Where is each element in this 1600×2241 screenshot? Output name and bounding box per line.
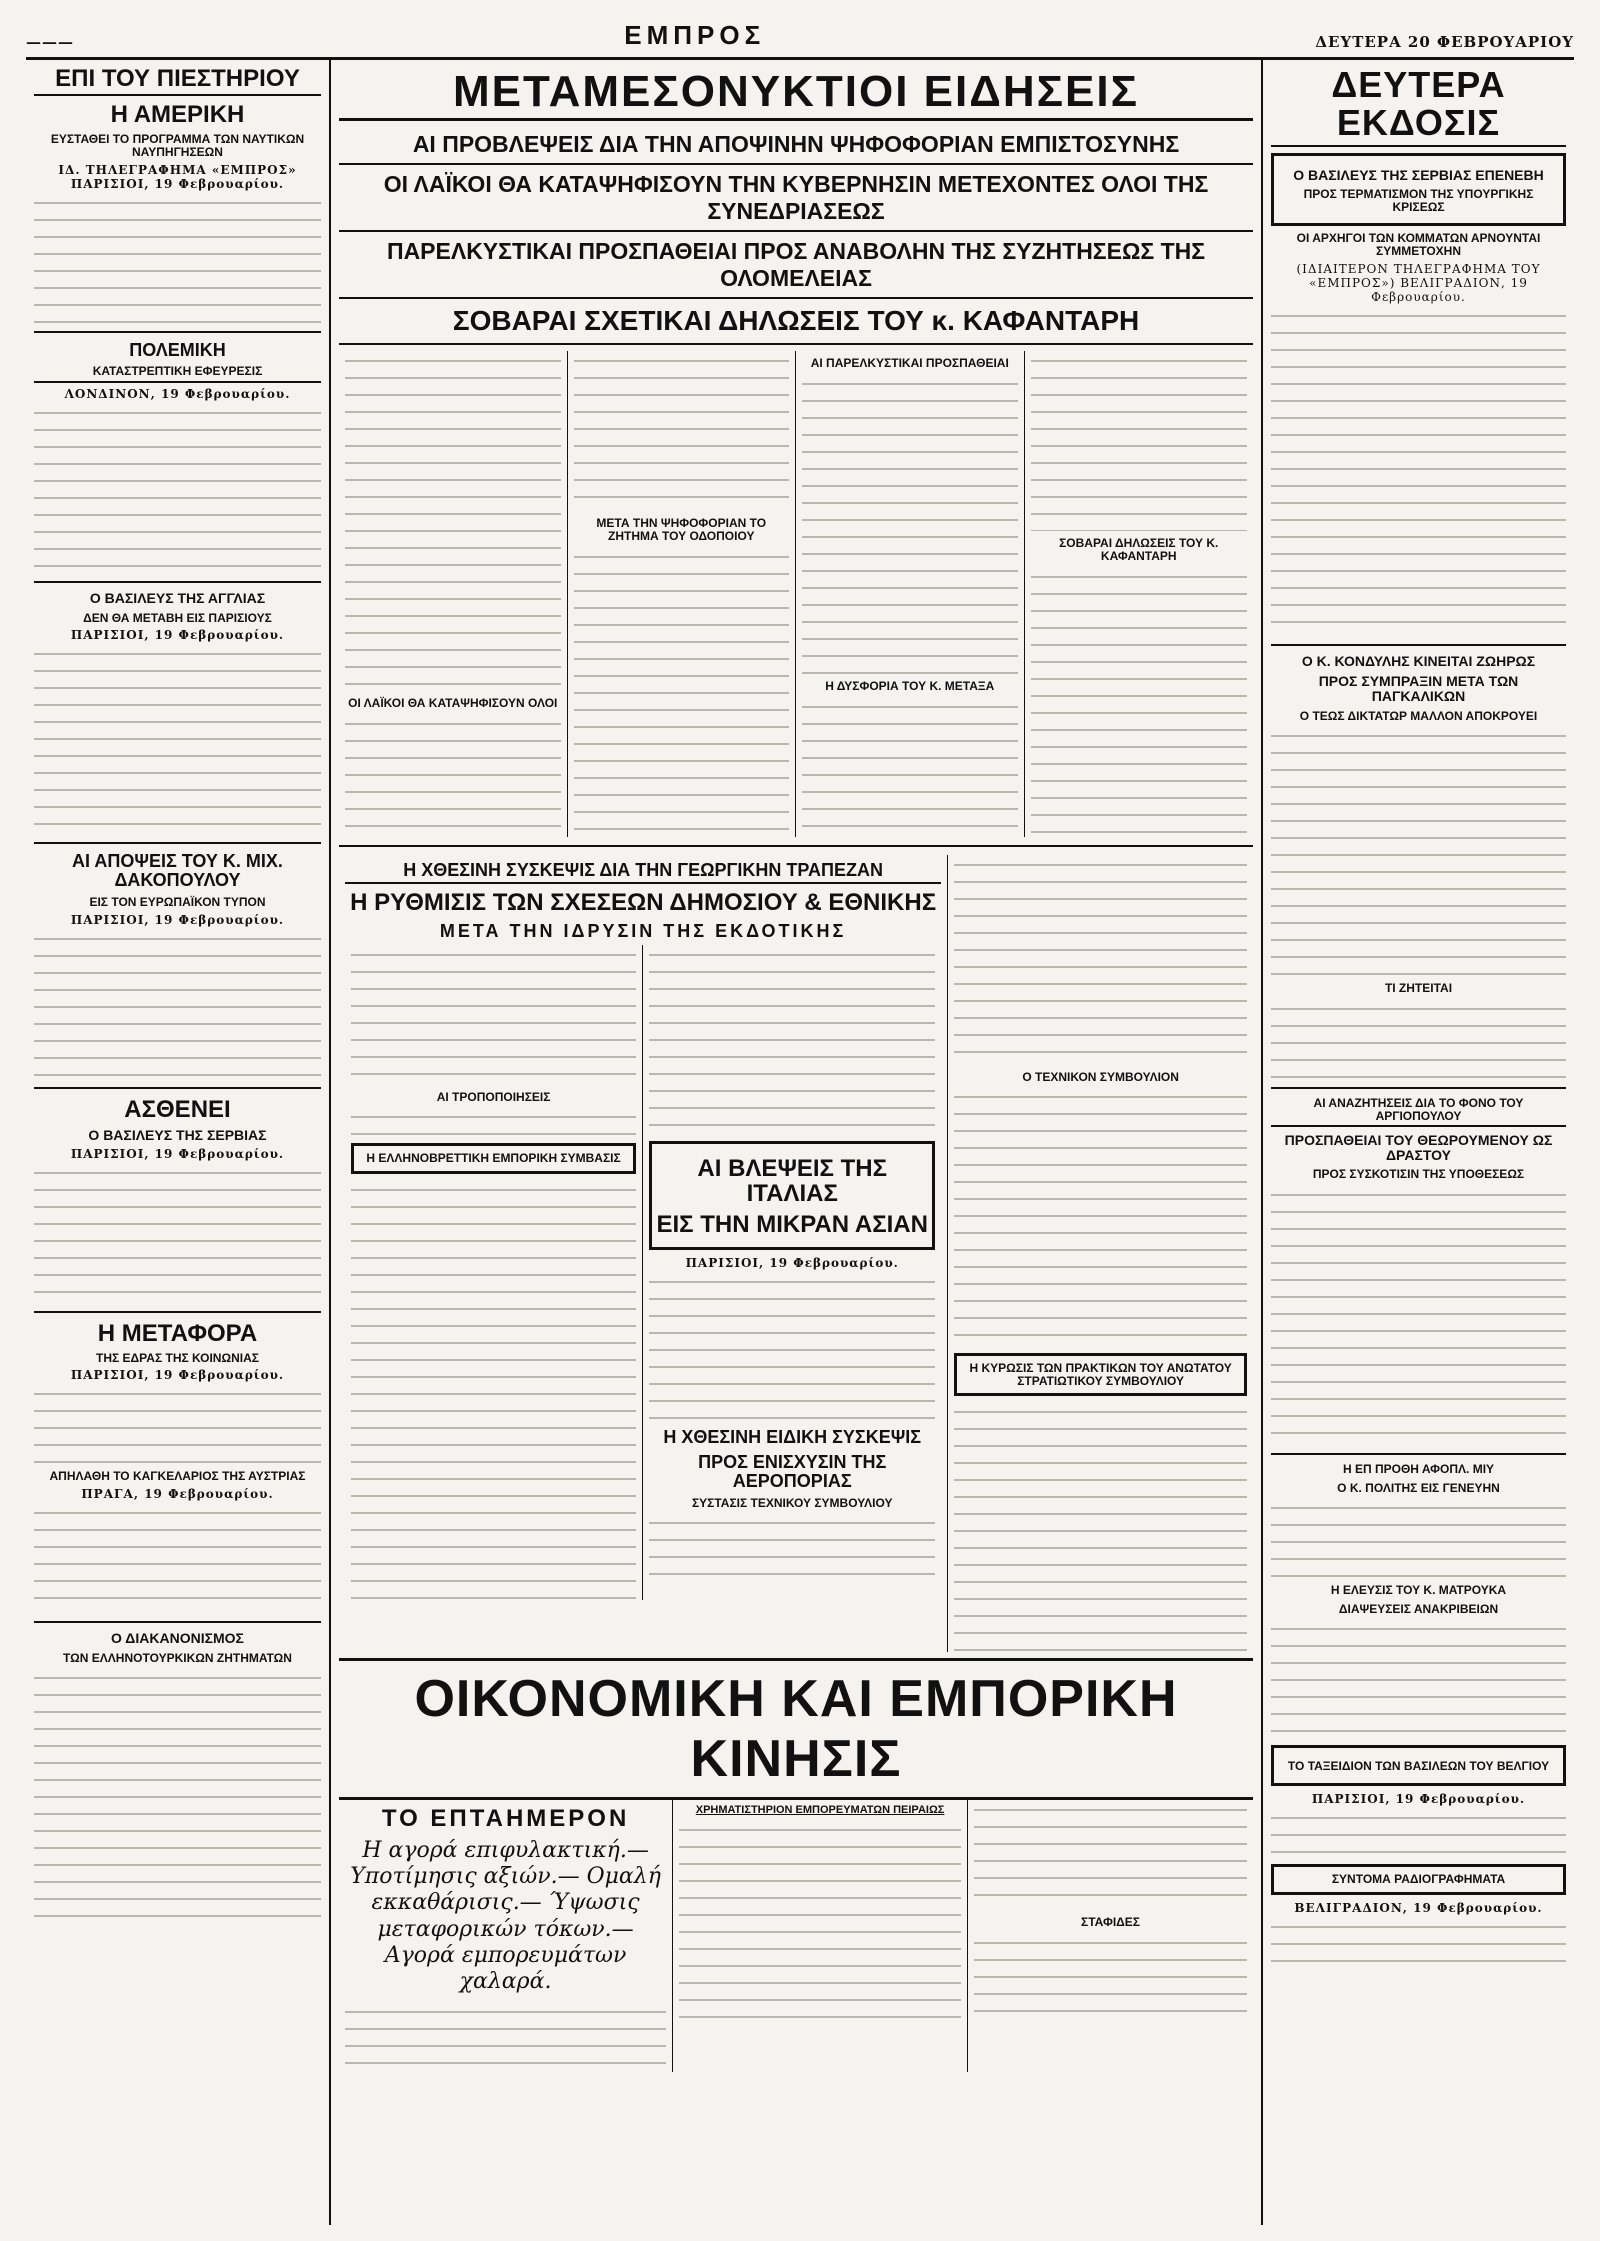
article-title-metafora: Η ΜΕΤΑΦΟΡΑ xyxy=(97,1319,258,1347)
body-filler xyxy=(34,1503,321,1613)
article-title-america: Η ΑΜΕΡΙΚΗ xyxy=(110,101,245,129)
body-filler xyxy=(351,1180,636,1600)
body-filler xyxy=(34,1668,321,1918)
body-filler xyxy=(34,929,321,1079)
news-column-1 xyxy=(339,351,568,836)
body-filler xyxy=(1271,999,1566,1079)
article-sub-serbia: ΠΡΟΣ ΤΕΡΜΑΤΙΣΜΟΝ ΤΗΣ ΥΠΟΥΡΓΙΚΗΣ ΚΡΙΣΕΩΣ xyxy=(1303,187,1534,214)
subhead-amendments: ΑΙ ΤΡΟΠΟΠΟΙΗΣΕΙΣ xyxy=(436,1089,551,1104)
body-filler xyxy=(649,1272,935,1422)
subhead-parelkystikai: ΑΙ ΠΑΡΕΛΚΥΣΤΙΚΑΙ ΠΡΟΣΠΑΘΕΙΑΙ xyxy=(810,356,1009,371)
headline-raisins: ΣΤΑΦΙΔΕΣ xyxy=(1081,1915,1140,1930)
body-filler xyxy=(1271,306,1566,636)
body-filler xyxy=(1271,1808,1566,1858)
body-filler xyxy=(34,644,321,834)
article-sub-america: ΕΥΣΤΑΘΕΙ ΤΟ ΠΡΟΓΡΑΜΜΑ ΤΩΝ ΝΑΥΤΙΚΩΝ ΝΑΥΠΗΓΗΣΕΩΝ xyxy=(50,132,305,159)
article-sub-metafora-2: ΑΠΗΛΑΘΗ ΤΟ ΚΑΓΚΕΛΑΡΙΟΣ ΤΗΣ ΑΥΣΤΡΙΑΣ xyxy=(49,1469,306,1484)
left-column xyxy=(26,60,331,2225)
dateline-polemiki: ΛΟΝΔΙΝΟΝ, 19 Φεβρουαρίου. xyxy=(64,387,291,402)
article-title-asthenei: ΑΣΘΕΝΕΙ xyxy=(124,1095,231,1123)
article-title-matroukas: Η ΕΛΕΥΣΙΣ ΤΟΥ Κ. ΜΑΤΡΟΥΚΑ xyxy=(1330,1583,1507,1598)
right-column xyxy=(1261,60,1574,2225)
dateline-asthenei: ΠΑΡΙΣΙΟΙ, 19 Φεβρουαρίου. xyxy=(70,1146,285,1161)
dateline-belgium: ΠΑΡΙΣΙΟΙ, 19 Φεβρουαρίου. xyxy=(1311,1792,1526,1807)
body-filler xyxy=(574,351,790,511)
article-title-diakanonismos: Ο ΔΙΑΚΑΝΟΝΙΣΜΟΣ xyxy=(111,1629,244,1646)
body-filler xyxy=(954,855,1247,1065)
banner-economic: ΟΙΚΟΝΟΜΙΚΗ ΚΑΙ ΕΜΠΟΡΙΚΗ ΚΙΝΗΣΙΣ xyxy=(339,1658,1253,1800)
headline-agri-bank: Η ΧΘΕΣΙΝΗ ΣΥΣΚΕΨΙΣ ΔΙΑ ΤΗΝ ΓΕΩΡΓΙΚΗΝ ΤΡΑΠΕΖΑΝ xyxy=(345,861,941,885)
article-title-belgium: ΤΟ ΤΑΞΕΙΔΙΟΝ ΤΩΝ ΒΑΣΙΛΕΩΝ ΤΟΥ ΒΕΛΓΙΟΥ xyxy=(1287,1759,1550,1774)
article-title-radiograms: ΣΥΝΤΟΜΑ ΡΑΔΙΟΓΡΑΦΗΜΑΤΑ xyxy=(1271,1864,1566,1895)
banner-second-edition: ΔΕΥΤΕΡΑ ΕΚΔΟΣΙΣ xyxy=(1271,66,1566,147)
body-filler xyxy=(802,697,1018,827)
body-filler xyxy=(34,403,321,573)
article-sub-serbia-2: ΟΙ ΑΡΧΗΓΟΙ ΤΩΝ ΚΟΜΜΑΤΩΝ ΑΡΝΟΥΝΤΑΙ ΣΥΜΜΕΤΟΧΗΝ xyxy=(1296,231,1541,259)
body-filler xyxy=(34,1163,321,1303)
body-filler xyxy=(649,1513,935,1583)
headline-laikoi: ΟΙ ΛΑΪΚΟΙ ΘΑ ΚΑΤΑΨΗΦΙΣΟΥΝ ΤΗΝ ΚΥΒΕΡΝΗΣΙΝ ΜΕΤΕΧΟΝΤΕΣ ΟΛΟΙ ΤΗΣ ΣΥΝΕΔΡΙΑΣΕΩΣ xyxy=(339,165,1253,232)
dateline-radiograms: ΒΕΛΙΓΡΑΔΙΟΝ, 19 Φεβρουαρίου. xyxy=(1294,1900,1543,1915)
article-sub-argiopoulos: ΠΡΟΣΠΑΘΕΙΑΙ ΤΟΥ ΘΕΩΡΟΥΜΕΝΟΥ ΩΣ ΔΡΑΣΤΟΥ xyxy=(1284,1132,1553,1163)
article-sub-metafora: ΤΗΣ ΕΔΡΑΣ ΤΗΣ ΚΟΙΝΩΝΙΑΣ xyxy=(96,1350,259,1365)
article-sub-argiopoulos-2: ΠΡΟΣ ΣΥΣΚΟΤΙΣΙΝ ΤΗΣ ΥΠΟΘΕΣΕΩΣ xyxy=(1312,1167,1525,1182)
article-title-argiopoulos: ΑΙ ΑΝΑΖΗΤΗΣΕΙΣ ΔΙΑ ΤΟ ΦΟΝΟ ΤΟΥ ΑΡΓΙΟΠΟΥΛΟΥ xyxy=(1271,1097,1566,1127)
article-sub-king-england: ΔΕΝ ΘΑ ΜΕΤΑΒΗ ΕΙΣ ΠΑΡΙΣΙΟΥΣ xyxy=(83,610,272,625)
headline-airforce: ΠΡΟΣ ΕΝΙΣΧΥΣΙΝ ΤΗΣ ΑΕΡΟΠΟΡΙΑΣ xyxy=(698,1451,887,1491)
headline-relations: Η ΡΥΘΜΙΣΙΣ ΤΩΝ ΣΧΕΣΕΩΝ ΔΗΜΟΣΙΟΥ & ΕΘΝΙΚΗΣ xyxy=(350,889,937,917)
headline-italy: ΑΙ ΒΛΕΨΕΙΣ ΤΗΣ ΙΤΑΛΙΑΣ xyxy=(697,1154,887,1207)
article-title-polemiki: ΠΟΛΕΜΙΚΗ xyxy=(129,339,226,360)
section-title-press: ΕΠΙ ΤΟΥ ΠΙΕΣΤΗΡΙΟΥ xyxy=(34,66,321,96)
headline-ratification: Η ΚΥΡΩΣΙΣ ΤΩΝ ΠΡΑΚΤΙΚΩΝ ΤΟΥ ΑΝΩΤΑΤΟΥ ΣΤΡΑΤΙΩΤΙΚΟΥ ΣΥΜΒΟΥΛΙΟΥ xyxy=(954,1353,1247,1396)
banner-midnight-news: ΜΕΤΑΜΕΣΟΝΥΚΤΙΟΙ ΕΙΔΗΣΕΙΣ xyxy=(339,70,1253,121)
headline-weekly: ΤΟ ΕΠΤΑΗΜΕΡΟΝ xyxy=(381,1805,630,1833)
headline-after-founding: ΜΕΤΑ ΤΗΝ ΙΔΡΥΣΙΝ ΤΗΣ ΕΚΔΟΤΙΚΗΣ xyxy=(439,920,847,941)
body-filler xyxy=(34,1384,321,1464)
body-filler xyxy=(1271,1185,1566,1445)
article-sub-politis: Ο Κ. ΠΟΛΙΤΗΣ ΕΙΣ ΓΕΝΕΥΗΝ xyxy=(1337,1480,1500,1495)
article-title-king-england: Ο ΒΑΣΙΛΕΥΣ ΤΗΣ ΑΓΓΛΙΑΣ xyxy=(89,590,266,607)
body-filler xyxy=(345,714,561,834)
headline-special-meeting: Η ΧΘΕΣΙΝΗ ΕΙΔΙΚΗ ΣΥΣΚΕΨΙΣ xyxy=(663,1427,922,1448)
body-filler xyxy=(649,945,935,1135)
dateline-metafora-2: ΠΡΑΓΑ, 19 Φεβρουαρίου. xyxy=(81,1486,274,1501)
dateline-serbia: (ΙΔΙΑΙΤΕΡΟΝ ΤΗΛΕΓΡΑΦΗΜΑ ΤΟΥ «ΕΜΠΡΟΣ») ΒΕΛΙΓΡΑΔΙΟΝ, 19 Φεβρουαρίου. xyxy=(1296,261,1541,304)
body-filler xyxy=(345,351,561,691)
body-filler xyxy=(1031,567,1247,837)
news-column-4 xyxy=(1025,351,1253,836)
body-filler xyxy=(1271,1619,1566,1739)
masthead xyxy=(26,20,1574,60)
body-filler xyxy=(679,1820,961,2020)
body-filler xyxy=(574,547,790,837)
headline-kafantaris: ΣΟΒΑΡΑΙ ΣΧΕΤΙΚΑΙ ΔΗΛΩΣΕΙΣ ΤΟΥ κ. ΚΑΦΑΝΤΑΡΗ xyxy=(339,299,1253,345)
dateline-america: ΙΔ. ΤΗΛΕΓΡΑΦΗΜΑ «ΕΜΠΡΟΣ» ΠΑΡΙΣΙΟΙ, 19 Φεβρουαρίου. xyxy=(58,162,297,191)
article-sub-dakopoulou: ΕΙΣ ΤΟΝ ΕΥΡΩΠΑΪΚΟΝ ΤΥΠΟΝ xyxy=(89,895,266,910)
body-filler xyxy=(34,193,321,323)
article-title-disarmament: Η ΕΠ ΠΡΟΘΗ ΑΦΟΠΛ. ΜΙΥ xyxy=(1342,1462,1495,1477)
article-sub-kondylis: ΠΡΟΣ ΣΥΜΠΡΑΞΙΝ ΜΕΤΑ ΤΩΝ ΠΑΓΚΑΛΙΚΩΝ xyxy=(1318,673,1519,705)
subhead-ti-zhteitai: ΤΙ ΖΗΤΕΙΤΑΙ xyxy=(1384,981,1453,996)
body-filler xyxy=(1031,351,1247,531)
subhead-after-vote: ΜΕΤΑ ΤΗΝ ΨΗΦΟΦΟΡΙΑΝ ΤΟ ΖΗΤΗΜΑ ΤΟΥ ΟΔΟΠΟΙΟΥ xyxy=(596,516,767,543)
body-filler xyxy=(974,1933,1247,2023)
masthead-title: ΕΜΠΡΟΣ xyxy=(624,20,766,50)
article-sub-polemiki: ΚΑΤΑΣΤΡΕΠΤΙΚΗ ΕΦΕΥΡΕΣΙΣ xyxy=(34,365,321,383)
masthead-date: ΔΕΥΤΕΡΑ 20 ΦΕΒΡΟΥΑΡΙΟΥ xyxy=(1315,33,1574,51)
masthead-left: ——— xyxy=(26,33,74,51)
body-filler xyxy=(1271,1498,1566,1578)
headline-tech-council: ΣΥΣΤΑΣΙΣ ΤΕΧΝΙΚΟΥ ΣΥΜΒΟΥΛΙΟΥ xyxy=(691,1495,893,1510)
headline-commodity-exchange: ΧΡΗΜΑΤΙΣΤΗΡΙΟΝ ΕΜΠΟΡΕΥΜΑΤΩΝ ΠΕΙΡΑΙΩΣ xyxy=(695,1804,945,1817)
headline-asia-minor: ΕΙΣ ΤΗΝ ΜΙΚΡΑΝ ΑΣΙΑΝ xyxy=(656,1210,928,1238)
body-filler xyxy=(954,1402,1247,1652)
article-sub-asthenei: Ο ΒΑΣΙΛΕΥΣ ΤΗΣ ΣΕΡΒΙΑΣ xyxy=(88,1126,267,1143)
body-filler xyxy=(351,1107,636,1137)
subhead-kafantaris: ΣΟΒΑΡΑΙ ΔΗΛΩΣΕΙΣ ΤΟΥ Κ. ΚΑΦΑΝΤΑΡΗ xyxy=(1059,536,1219,563)
headline-parelkystikai: ΠΑΡΕΛΚΥΣΤΙΚΑΙ ΠΡΟΣΠΑΘΕΙΑΙ ΠΡΟΣ ΑΝΑΒΟΛΗΝ ΤΗΣ ΣΥΖΗΤΗΣΕΩΣ ΤΗΣ ΟΛΟΜΕΛΕΙΑΣ xyxy=(339,232,1253,299)
article-title-dakopoulou: ΑΙ ΑΠΟΨΕΙΣ ΤΟΥ Κ. ΜΙΧ. ΔΑΚΟΠΟΥΛΟΥ xyxy=(72,851,283,891)
econ-summary: Η αγορά επιφυλακτική.— Υποτίμησις αξιών.— Ομαλή εκκαθάρισις.— Ύψωσις μεταφορικών τόκων.— Αγορά εμπορευμάτων χαλαρά. xyxy=(350,1837,661,1995)
body-filler xyxy=(802,374,1018,674)
dateline-dakopoulou: ΠΑΡΙΣΙΟΙ, 19 Φεβρουαρίου. xyxy=(70,912,285,927)
body-filler xyxy=(345,2002,666,2072)
dateline-metafora: ΠΑΡΙΣΙΟΙ, 19 Φεβρουαρίου. xyxy=(70,1368,285,1383)
body-filler xyxy=(1271,1917,1566,1977)
subhead-anglo-greek-treaty: Η ΕΛΛΗΝΟΒΡΕΤΤΙΚΗ ΕΜΠΟΡΙΚΗ ΣΥΜΒΑΣΙΣ xyxy=(351,1143,636,1174)
news-column-3 xyxy=(796,351,1025,836)
news-column-2 xyxy=(568,351,797,836)
body-filler xyxy=(1271,726,1566,976)
subhead-laikoi-all: ΟΙ ΛΑΪΚΟΙ ΘΑ ΚΑΤΑΨΗΦΙΣΟΥΝ ΟΛΟΙ xyxy=(348,696,558,711)
body-filler xyxy=(351,945,636,1085)
dateline-king-england: ΠΑΡΙΣΙΟΙ, 19 Φεβρουαρίου. xyxy=(70,628,285,643)
headline-predictions: ΑΙ ΠΡΟΒΛΕΨΕΙΣ ΔΙΑ ΤΗΝ ΑΠΟΨΙΝΗΝ ΨΗΦΟΦΟΡΙΑΝ ΕΜΠΙΣΤΟΣΥΝΗΣ xyxy=(339,125,1253,165)
article-sub-diakanonismos: ΤΩΝ ΕΛΛΗΝΟΤΟΥΡΚΙΚΩΝ ΖΗΤΗΜΑΤΩΝ xyxy=(63,1650,292,1665)
dateline-italy: ΠΑΡΙΣΙΟΙ, 19 Φεβρουαρίου. xyxy=(685,1256,899,1271)
body-filler xyxy=(974,1800,1247,1910)
body-filler xyxy=(954,1087,1247,1347)
subhead-metaxas: Η ΔΥΣΦΟΡΙΑ ΤΟΥ Κ. ΜΕΤΑΞΑ xyxy=(825,678,995,693)
subhead-tech-council: Ο ΤΕΧΝΙΚΟΝ ΣΥΜΒΟΥΛΙΟΝ xyxy=(1022,1069,1179,1084)
middle-section xyxy=(331,60,1261,2225)
article-sub-kondylis-2: Ο ΤΕΩΣ ΔΙΚΤΑΤΩΡ ΜΑΛΛΟΝ ΑΠΟΚΡΟΥΕΙ xyxy=(1299,708,1538,723)
article-title-kondylis: Ο Κ. ΚΟΝΔΥΛΗΣ ΚΙΝΕΙΤΑΙ ΖΩΗΡΩΣ xyxy=(1301,652,1536,669)
article-title-serbia: Ο ΒΑΣΙΛΕΥΣ ΤΗΣ ΣΕΡΒΙΑΣ ΕΠΕΝΕΒΗ xyxy=(1293,166,1544,183)
article-sub-matroukas: ΔΙΑΨΕΥΣΕΙΣ ΑΝΑΚΡΙΒΕΙΩΝ xyxy=(1338,1601,1499,1616)
